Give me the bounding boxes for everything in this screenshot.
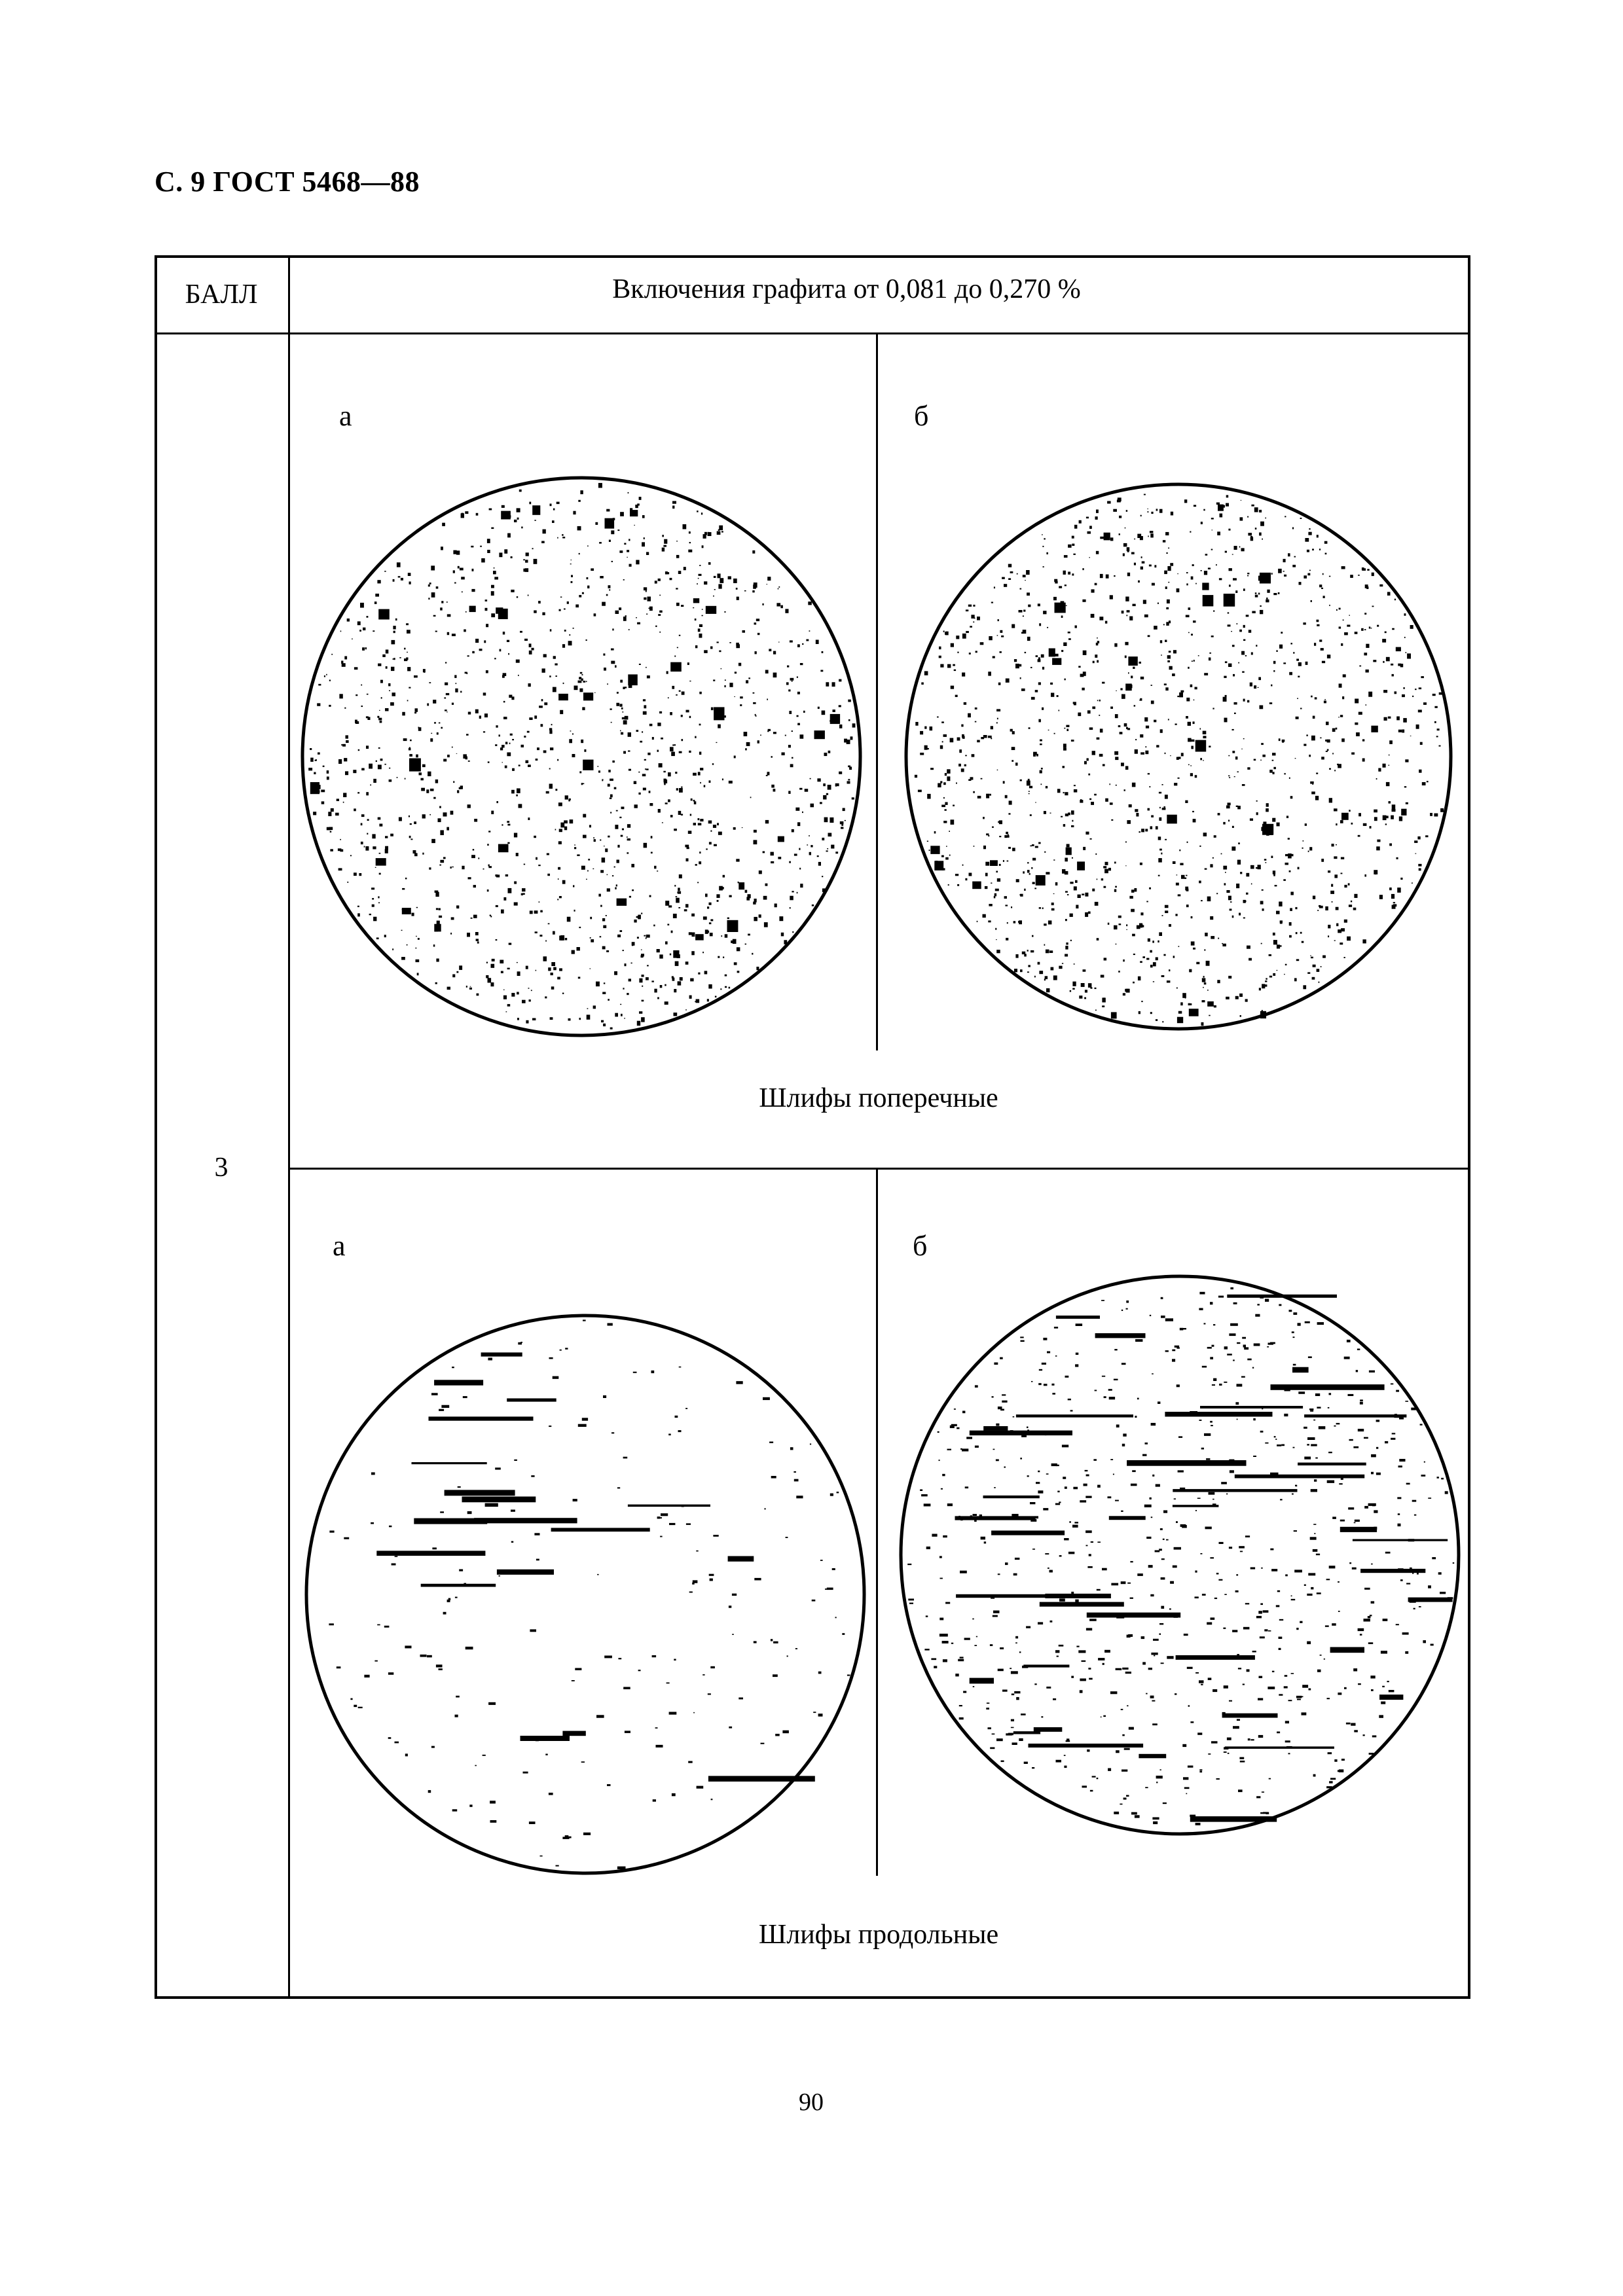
micrograph-transverse-b (903, 482, 1453, 1031)
micrograph-outline (306, 1316, 864, 1873)
transverse-panel-divider (876, 334, 878, 1050)
page-number: 90 (799, 2089, 824, 2116)
graphite-inclusions (907, 1287, 1454, 1825)
longitudinal-caption: Шлифы продольные (758, 1920, 999, 1950)
column-header-inclusions: Включения графита от 0,081 до 0,270 % (612, 274, 1081, 304)
longitudinal-panel-divider (876, 1169, 878, 1876)
graphite-inclusions (915, 494, 1444, 1026)
micrograph-outline (302, 478, 860, 1035)
micrograph-outline (906, 484, 1451, 1029)
micrograph-longitudinal-a (304, 1313, 867, 1876)
longitudinal-panel-a-label: а (333, 1230, 346, 1262)
section-divider (288, 1168, 1470, 1170)
column-divider (288, 255, 290, 1999)
longitudinal-panel-b-label: б (913, 1230, 928, 1262)
transverse-panel-b-label: б (914, 400, 929, 432)
micrograph-longitudinal-b (898, 1274, 1461, 1837)
micrograph-transverse-a (300, 475, 863, 1038)
document-header: С. 9 ГОСТ 5468—88 (155, 166, 420, 198)
header-row-divider (155, 332, 1470, 334)
graphite-inclusions (329, 1319, 850, 1869)
graphite-inclusions (308, 483, 855, 1030)
score-value: 3 (214, 1153, 228, 1183)
transverse-panel-a-label: а (339, 400, 352, 432)
column-header-score: БАЛЛ (185, 279, 258, 310)
transverse-caption: Шлифы поперечные (759, 1083, 998, 1113)
micrograph-outline (901, 1276, 1459, 1834)
